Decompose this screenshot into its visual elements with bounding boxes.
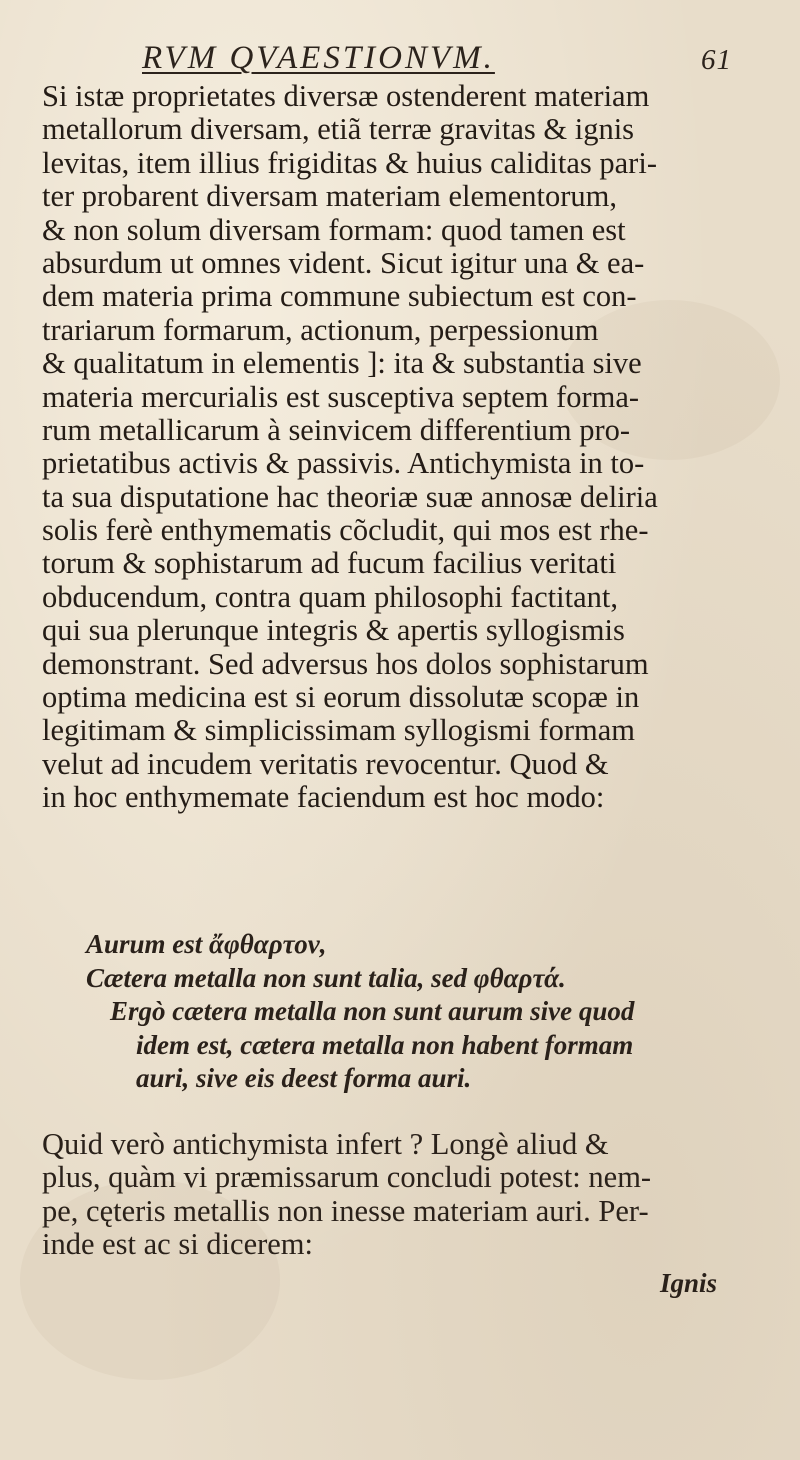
text-line: velut ad incudem veritatis revocentur. Quod & [42,746,609,781]
text-line: metallorum diversam, etiã terræ gravitas & ignis [42,112,635,147]
text-line: inde est ac si dicerem: [42,1227,314,1262]
text-line: ter probarent diversam materiam elementorum, [42,179,618,214]
text-line: & non solum diversam formam: quod tamen est [42,212,626,247]
main-paragraph [42,80,722,815]
text-line: plus, quàm vi præmissarum concludi potest: nem- [42,1160,652,1195]
text-line: obducendum, contra quam philosophi factitant, [42,579,618,614]
text-line: pe, cęteris metallis non inesse materiam auri. Per- [42,1193,649,1228]
text-line: in hoc enthymemate faciendum est hoc modo: [42,780,605,815]
text-line: qui sua plerunque integris & apertis syllogismis [42,613,625,648]
text-line: dem materia prima commune subiectum est con- [42,279,637,314]
catchword: Ignis [660,1268,718,1298]
text-line: materia mercurialis est susceptiva septem forma- [42,379,640,414]
text-line: & qualitatum in elementis ]: ita & substantia sive [42,346,642,381]
text-line: torum & sophistarum ad fucum facilius veritati [42,546,617,581]
syllogism-conclusion: Ergò cætera metalla non sunt aurum sive quod [110,996,635,1026]
running-head [142,40,742,84]
text-line: Quid verò antichymista infert ? Longè aliud & [42,1127,609,1161]
text-line: prietatibus activis & passivis. Antichymista in to- [42,446,645,481]
text-line: demonstrant. Sed adversus hos dolos sophistarum [42,646,649,681]
text-line: ta sua disputatione hac theoriæ suæ annosæ deliria [42,479,658,514]
text-line: optima medicina est si eorum dissolutæ scopæ in [42,680,640,715]
syllogism-major-premise: Aurum est ἄφθαρτον, [86,929,327,959]
syllogism-minor-premise: Cætera metalla non sunt talia, sed φθαρτά. [86,962,566,993]
text-line: levitas, item illius frigiditas & huius caliditas pari- [42,145,657,180]
syllogism-block [44,928,744,1096]
syllogism-conclusion-line: idem est, cætera metalla non habent formam [136,1029,634,1060]
text-line: rum metallicarum à seinvicem differentium pro- [42,412,631,447]
following-paragraph [42,1128,722,1262]
running-head-title: RVM QVAESTIONVM. [142,40,495,76]
text-line: absurdum ut omnes vident. Sicut igitur una & ea- [42,245,645,280]
page-number: 61 [701,44,732,76]
text-line: legitimam & simplicissimam syllogismi formam [42,713,636,748]
text-line: solis ferè enthymematis cõcludit, qui mos est rhe- [42,513,649,548]
syllogism-conclusion-line: auri, sive eis deest forma auri. [136,1063,472,1093]
text-line: trariarum formarum, actionum, perpessionum [42,312,599,347]
text-line: Si istæ proprietates diversæ ostenderent materiam [42,79,650,113]
